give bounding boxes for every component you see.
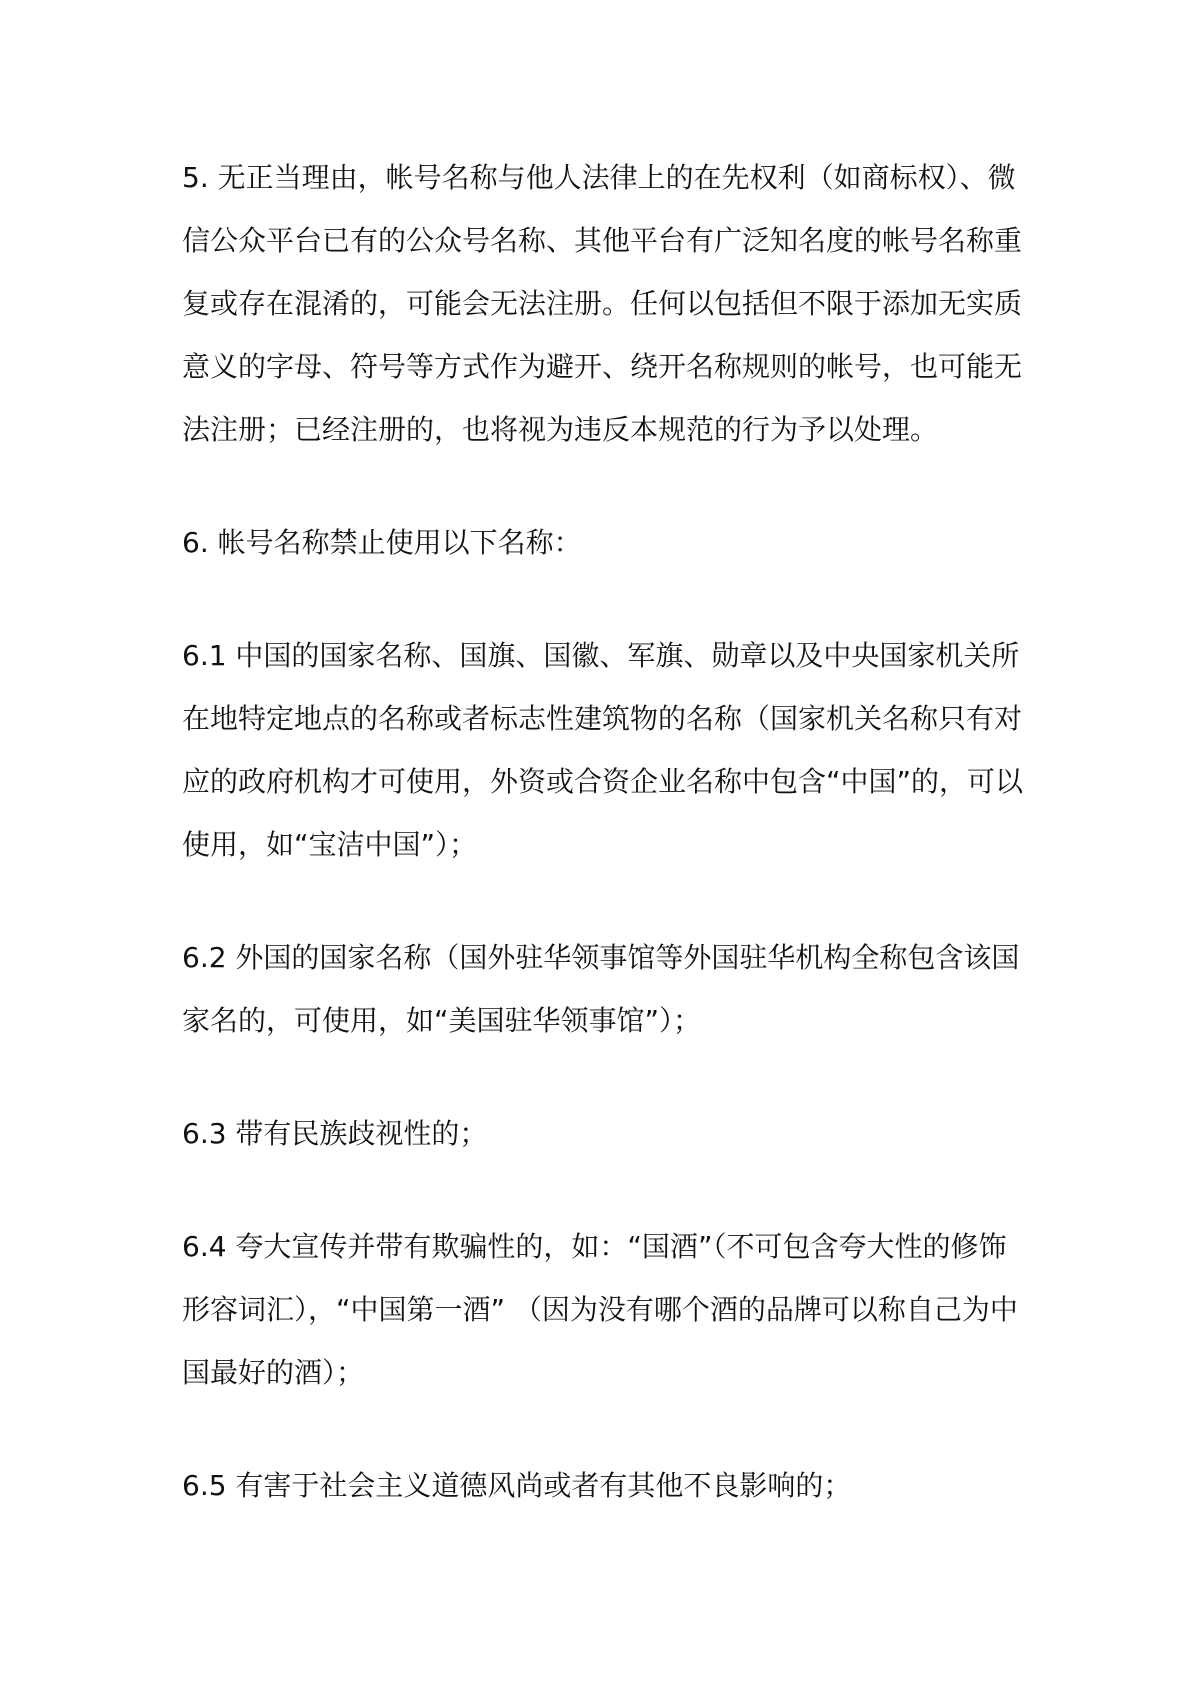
paragraph-gap: [182, 876, 1027, 926]
paragraph-gap: [182, 1052, 1027, 1102]
paragraph-rule-6-2: 6.2 外国的国家名称（国外驻华领事馆等外国驻华机构全称包含该国家名的，可使用，如“美国驻华领事馆”）；: [182, 941, 1020, 1037]
paragraph-rule-5: 5. 无正当理由，帐号名称与他人法律上的在先权利（如商标权）、微信公众平台已有的公众号名称、其他平台有广泛知名度的帐号名称重复或存在混淆的，可能会无法注册。任何以包括但不限于添加无实质意义的字母、符号等方式作为避开、绕开名称规则的帐号，也可能无法注册；已经注册的，也将视为违反本规范的行为予以处理。: [182, 161, 1023, 446]
paragraph-gap: [182, 1165, 1027, 1215]
paragraph-gap: [182, 574, 1027, 624]
paragraph-gap: [182, 1404, 1027, 1454]
document-body: [182, 146, 1027, 1517]
paragraph-rule-6-4: 6.4 夸大宣传并带有欺骗性的，如：“国酒”（不可包含夸大性的修饰形容词汇），“中国第一酒” （因为没有哪个酒的品牌可以称自己为中国最好的酒）；: [182, 1230, 1018, 1389]
paragraph-gap: [182, 461, 1027, 511]
paragraph-rule-6: 6. 帐号名称禁止使用以下名称：: [182, 526, 582, 559]
paragraph-rule-6-5: 6.5 有害于社会主义道德风尚或者有其他不良影响的；: [182, 1469, 852, 1502]
paragraph-rule-6-3: 6.3 带有民族歧视性的；: [182, 1117, 488, 1150]
paragraph-rule-6-1: 6.1 中国的国家名称、国旗、国徽、军旗、勋章以及中央国家机关所在地特定地点的名称或者标志性建筑物的名称（国家机关名称只有对应的政府机构才可使用，外资或合资企业名称中包含“中国”的，可以使用，如“宝洁中国”）；: [182, 639, 1024, 861]
